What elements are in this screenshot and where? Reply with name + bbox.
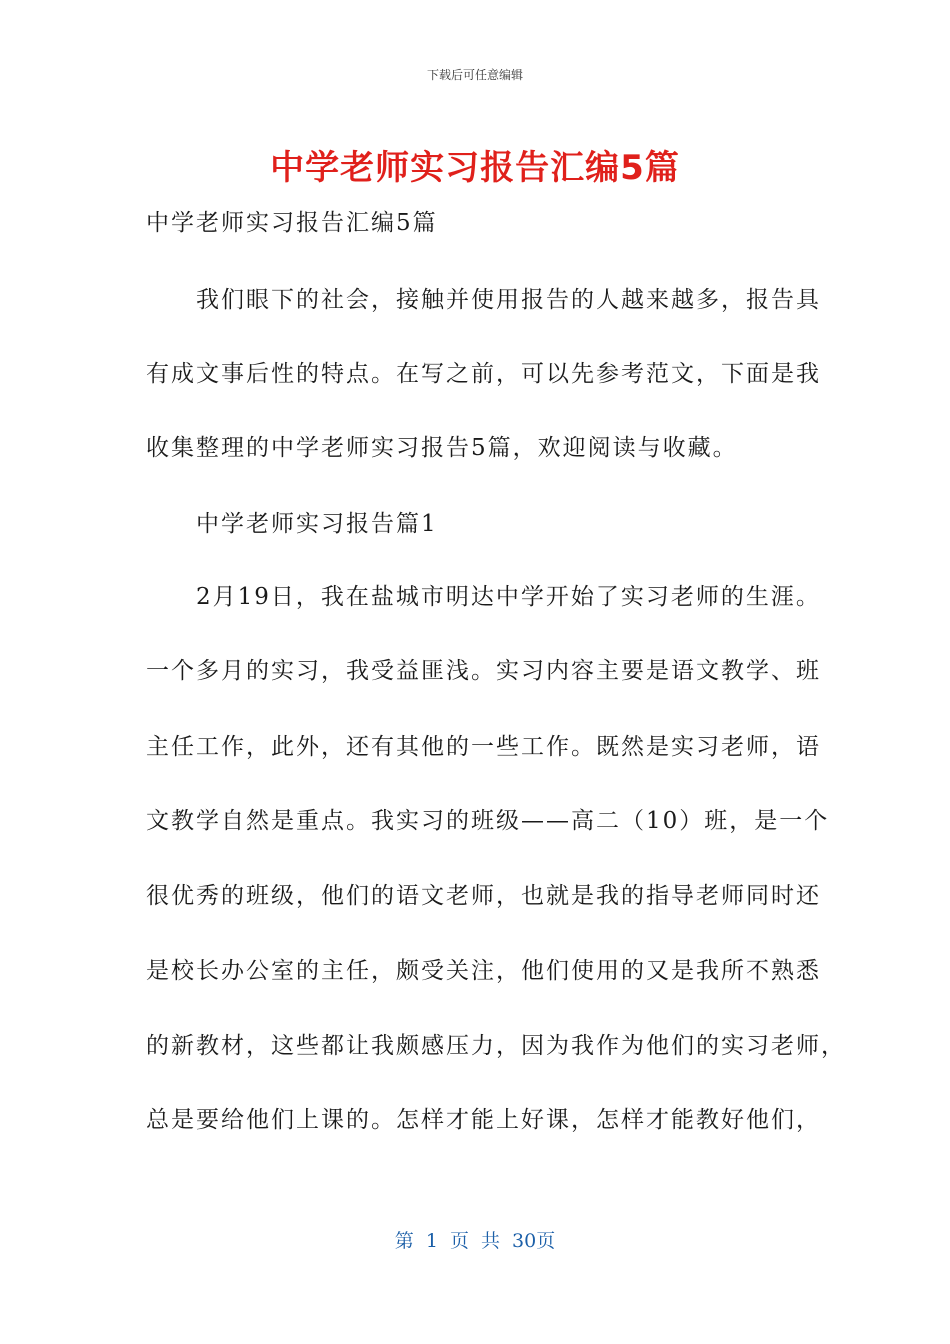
paragraph-line: 我们眼下的社会，接触并使用报告的人越来越多，报告具 <box>146 287 821 313</box>
paragraph-line: 总是要给他们上课的。怎样才能上好课，怎样才能教好他们， <box>146 1107 821 1133</box>
paragraph-line: 有成文事后性的特点。在写之前，可以先参考范文，下面是我 <box>146 361 821 387</box>
paragraph-line: 很优秀的班级，他们的语文老师，也就是我的指导老师同时还 <box>146 883 821 909</box>
paragraph-line: 的新教材，这些都让我颇感压力，因为我作为他们的实习老师， <box>146 1033 846 1059</box>
paragraph-line: 是校长办公室的主任，颇受关注，他们使用的又是我所不熟悉 <box>146 958 821 984</box>
paragraph-line: 2月19日，我在盐城市明达中学开始了实习老师的生涯。 <box>146 584 821 610</box>
section-heading: 中学老师实习报告篇1 <box>146 511 438 537</box>
paragraph-line: 收集整理的中学老师实习报告5篇，欢迎阅读与收藏。 <box>146 435 738 461</box>
page-number-footer: 第 1 页 共 30页 <box>394 1230 556 1252</box>
document-title: 中学老师实习报告汇编5篇 <box>270 148 680 188</box>
paragraph-line: 文教学自然是重点。我实习的班级——高二（10）班，是一个 <box>146 808 830 834</box>
paragraph-line: 一个多月的实习，我受益匪浅。实习内容主要是语文教学、班 <box>146 658 821 684</box>
subtitle-line: 中学老师实习报告汇编5篇 <box>146 210 438 236</box>
paragraph-line: 主任工作，此外，还有其他的一些工作。既然是实习老师，语 <box>146 734 821 760</box>
page-header: 下载后可任意编辑 <box>426 68 523 82</box>
